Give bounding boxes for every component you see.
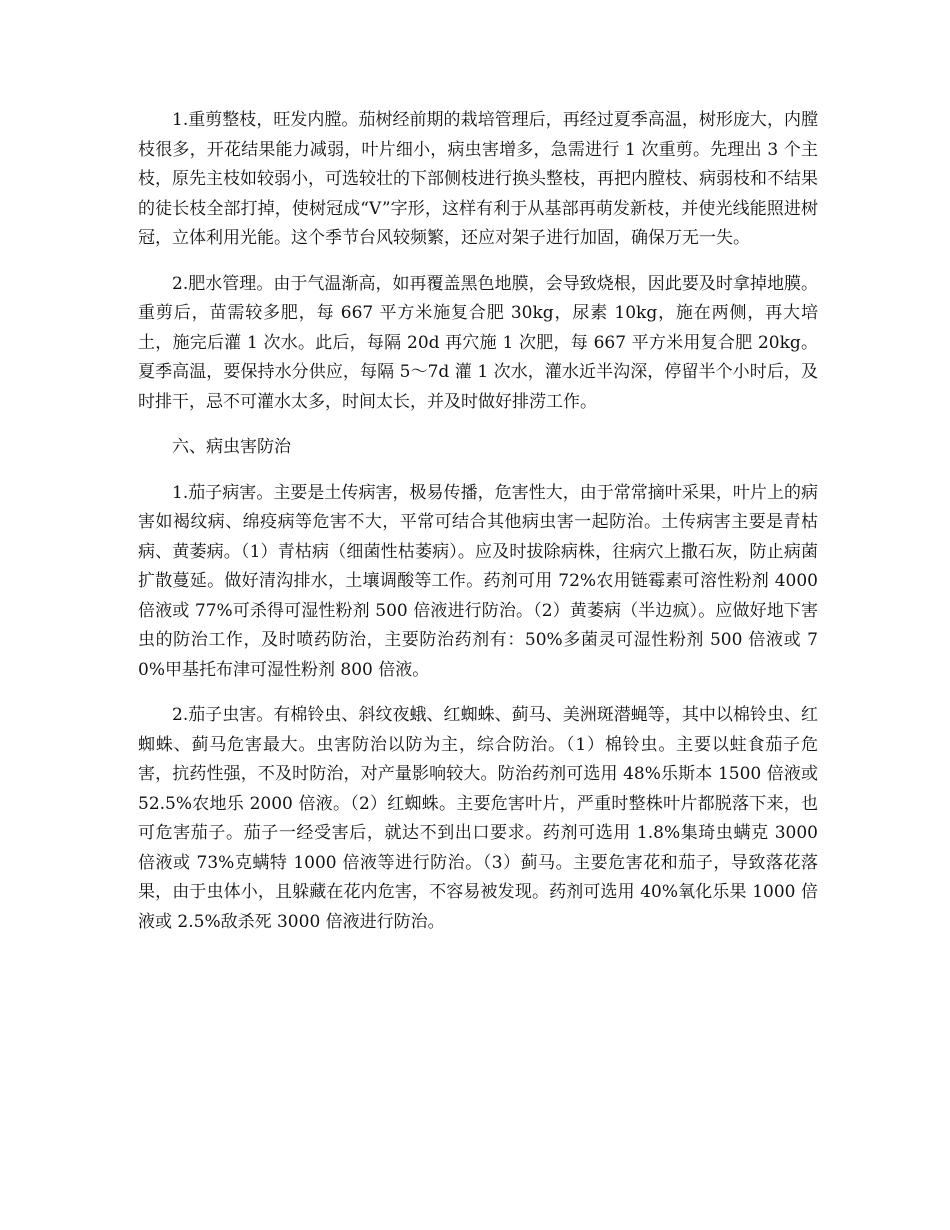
paragraph-fertilizer-water: 2.肥水管理。由于气温渐高，如再覆盖黑色地膜，会导致烧根，因此要及时拿掉地膜。重剪后，苗需较多肥，每 667 平方米施复合肥 30kg，尿素 10kg，施在两侧，再大培土，施完后灌 1 次水。此后，每隔 20d 再穴施 1 次肥，每 667 平方米用复合肥 20kg。夏季高温，要保持水分供应，每隔 5～7d 灌 1 次水，灌水近半沟深，停留半个小时后，及时排干，忌不可灌水太多，时间太长，并及时做好排涝工作。 [138, 273, 818, 412]
section-heading-pest-control: 六、病虫害防治 [172, 437, 291, 457]
paragraph-eggplant-pests: 2.茄子虫害。有棉铃虫、斜纹夜蛾、红蜘蛛、蓟马、美洲斑潜蝇等，其中以棉铃虫、红蜘蛛、蓟马危害最大。虫害防治以防为主，综合防治。（1）棉铃虫。主要以蛀食茄子危害，抗药性强，不及时防治，对产量影响较大。防治药剂可选用 48%乐斯本 1500 倍液或 52.5%农地乐 2000 倍液。（2）红蜘蛛。主要危害叶片，严重时整株叶片都脱落下来，也可危害茄子。茄子一经受害后，就达不到出口要求。药剂可选用 1.8%集琦虫螨克 3000 倍液或 73%克螨特 1000 倍液等进行防治。（3）蓟马。主要危害花和茄子，导致落花落果，由于虫体小，且躲藏在花内危害，不容易被发现。药剂可选用 40%氧化乐果 1000 倍液或 2.5%敌杀死 3000 倍液进行防治。 [138, 705, 818, 932]
paragraph-eggplant-diseases: 1.茄子病害。主要是土传病害，极易传播，危害性大，由于常常摘叶采果，叶片上的病害如褐纹病、绵疫病等危害不大，平常可结合其他病虫害一起防治。土传病害主要是青枯病、黄萎病。（1）青枯病（细菌性枯萎病）。应及时拔除病株，往病穴上撒石灰，防止病菌扩散蔓延。做好清沟排水，土壤调酸等工作。药剂可用 72%农用链霉素可溶性粉剂 4000 倍液或 77%可杀得可湿性粉剂 500 倍液进行防治。（2）黄萎病（半边疯）。应做好地下害虫的防治工作，及时喷药防治，主要防治药剂有：50%多菌灵可湿性粉剂 500 倍液或 70%甲基托布津可湿性粉剂 800 倍液。 [138, 482, 818, 680]
document-body [138, 106, 818, 953]
paragraph-pruning: 1.重剪整枝，旺发内膛。茄树经前期的栽培管理后，再经过夏季高温，树形庞大，内膛枝很多，开花结果能力减弱，叶片细小，病虫害增多，急需进行 1 次重剪。先理出 3 个主枝，原先主枝如较弱小，可选较壮的下部侧枝进行换头整枝，再把内膛枝、病弱枝和不结果的徒长枝全部打掉，使树冠成“V”字形，这样有利于从基部再萌发新枝，并使光线能照进树冠，立体利用光能。这个季节台风较频繁，还应对架子进行加固，确保万无一失。 [138, 110, 818, 248]
